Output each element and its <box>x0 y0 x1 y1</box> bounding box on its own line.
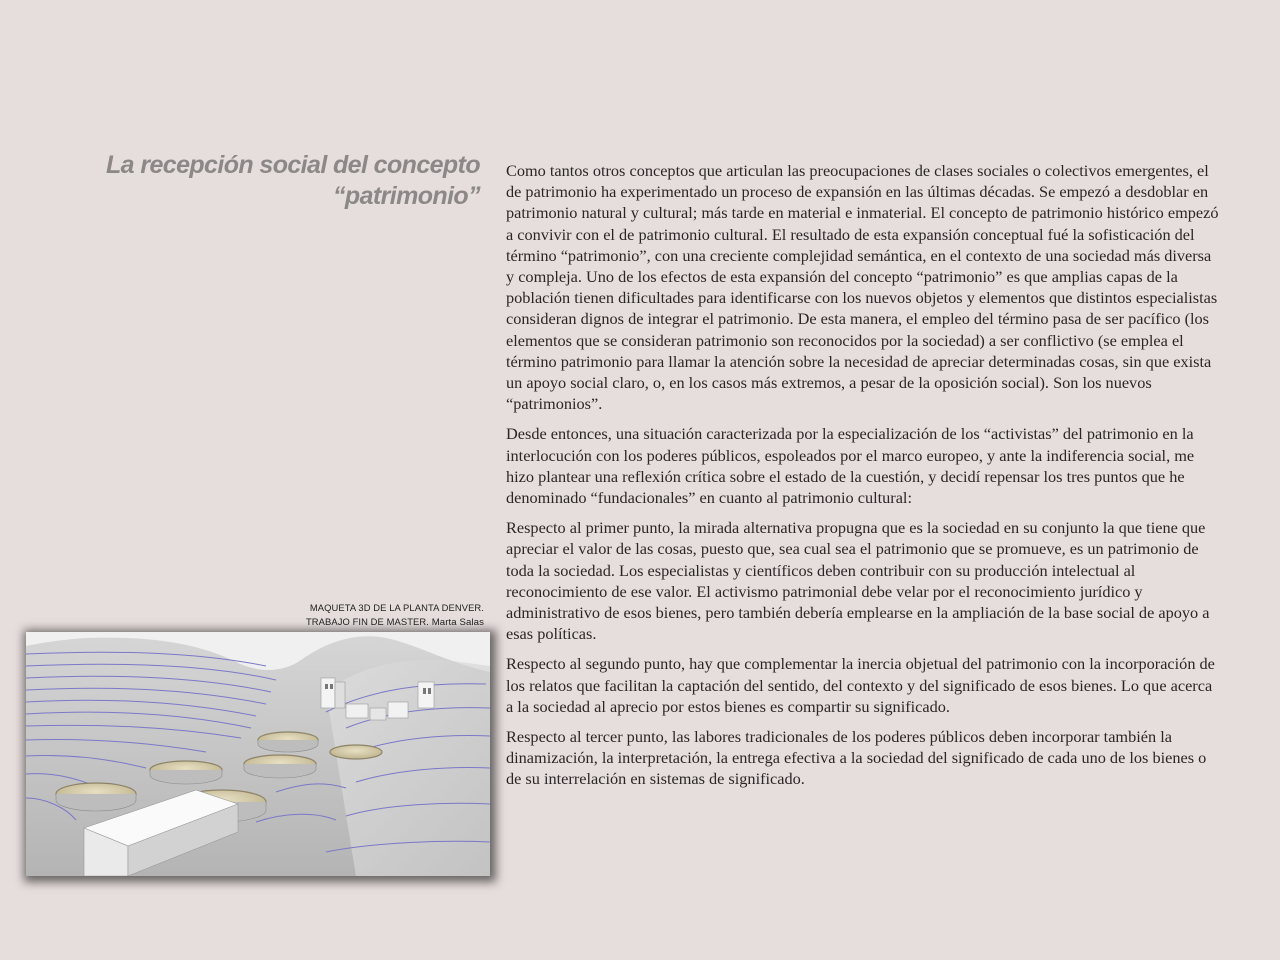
block-building <box>346 704 368 718</box>
window <box>330 684 333 689</box>
heading-line-2: “patrimonio” <box>333 182 480 210</box>
figure-caption <box>250 601 484 630</box>
article-body <box>506 160 1222 799</box>
caption-author: Marta Salas <box>431 617 484 628</box>
section-heading <box>60 150 480 212</box>
paragraph-first-point: Respecto al primer punto, la mirada alternativa propugna que es la sociedad en su conjunto la que tiene que apreciar el valor de las cosas, puesto que, sea cual sea el patrimonio que se promueve, es un patrimonio de toda la sociedad. Los especialistas y científicos deben contribuir con su producción intelectual al reconocimiento de ese valor. El activismo patrimonial debe velar por el reconocimiento jurídico y administrativo de esos bienes, pero también debería emplearse en la ampliación de la base social de apoyo a esas políticas. <box>506 518 1210 644</box>
paragraph-context: Desde entonces, una situación caracterizada por la especialización de los “activistas” del patrimonio en la interlocución con los poderes públicos, espoleados por el marco europeo, y ante la indiferencia social, me hizo plantear una reflexión crítica sobre el estado de la cuestión, y decidí repensar los tres puntos que he denominado “fundacionales” en cuanto al patrimonio cultural: <box>506 424 1195 508</box>
site-model-render <box>26 632 490 876</box>
tower-building <box>321 678 335 708</box>
window <box>325 684 328 689</box>
site-model-image <box>26 632 490 876</box>
paragraph-second-point: Respecto al segundo punto, hay que complementar la inercia objetual del patrimonio con la incorporación de los relatos que facilitan la captación del sentido, del contexto y del significado de esos bienes. Lo que acerca a la sociedad al aprecio por estos bienes es compartir su significado. <box>506 654 1215 716</box>
block-building <box>370 708 386 720</box>
caption-line-1: MAQUETA 3D DE LA PLANTA DENVER. <box>309 602 484 613</box>
heading-line-1: La recepción social del concepto <box>106 151 480 179</box>
tower-building <box>335 682 345 708</box>
tower-building <box>418 682 434 708</box>
window <box>428 688 431 694</box>
tank <box>330 745 382 759</box>
caption-program: TRABAJO FIN DE MASTER. <box>305 616 429 627</box>
paragraph-third-point: Respecto al tercer punto, las labores tradicionales de los poderes públicos deben incorporar también la dinamización, la interpretación, la entrega efectiva a la sociedad del significado de cada uno de los bienes o de su interrelación en sistemas de significado. <box>506 727 1207 789</box>
window <box>423 688 426 694</box>
block-building <box>388 702 408 718</box>
paragraph-intro: Como tantos otros conceptos que articulan las preocupaciones de clases sociales o colectivos emergentes, el de patrimonio ha experimentado un proceso de expansión en las últimas décadas. Se empezó a desdoblar en patrimonio natural y cultural; más tarde en material e inmaterial. El concepto de patrimonio histórico empezó a convivir con el de patrimonio cultural. El resultado de esta expansión conceptual fué la sofisticación del término “patrimonio”, con una creciente complejidad semántica, en el contexto de una sociedad más diversa y compleja. Uno de los efectos de esta expansión del concepto “patrimonio” es que amplias capas de la población tienen dificultades para identificarse con los nuevos objetos y elementos que distintos especialistas consideran dignos de integrar el patrimonio. De esta manera, el empleo del término pasa de ser pacífico (los elementos que se consideran patrimonio son reconocidos por la sociedad) a ser conflictivo (se emplea el término patrimonio para llamar la atención sobre la necesidad de apreciar determinadas cosas, sin que exista un apoyo social claro, o, en los casos más extremos, a pesar de la oposición social). Son los nuevos “patrimonios”. <box>506 161 1219 414</box>
caption-line-2 <box>250 615 484 630</box>
